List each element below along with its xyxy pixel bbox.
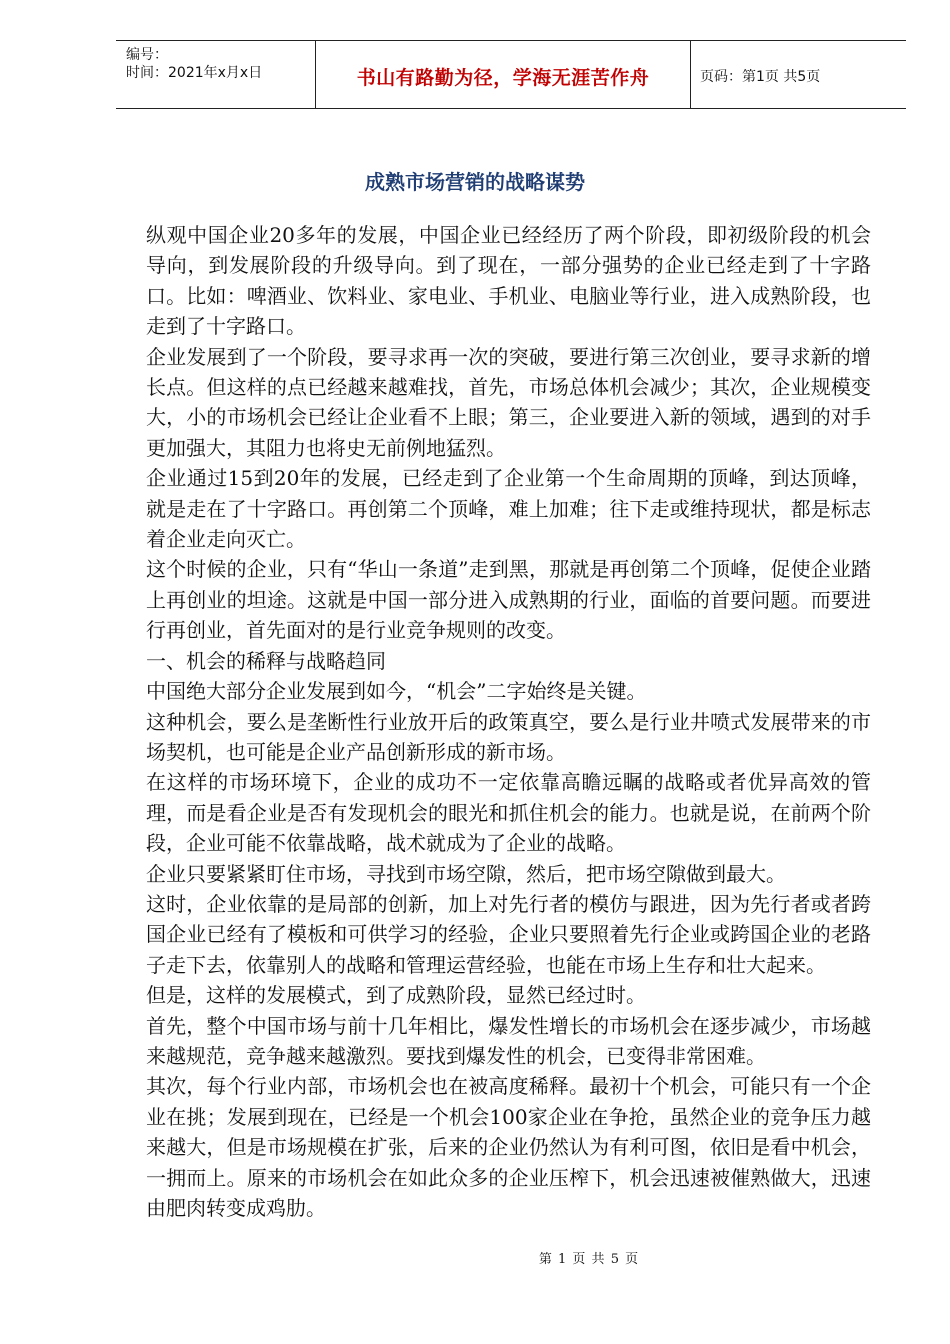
- paragraph: 企业只要紧紧盯住市场，寻找到市场空隙，然后，把市场空隙做到最大。: [146, 861, 786, 886]
- document-title: 成熟市场营销的战略谋势: [365, 170, 585, 194]
- document-body: [146, 220, 871, 1223]
- paragraph: 这种机会，要么是垄断性行业放开后的政策真空，要么是行业井喷式发展带来的市场契机，也可能是企业产品创新形成的新市场。: [146, 709, 871, 764]
- motto-text: 书山有路勤为径，学海无涯苦作舟: [356, 67, 650, 89]
- paragraph: 其次，每个行业内部，市场机会也在被高度稀释。最初十个机会，可能只有一个企业在挑；发展到现在，已经是一个机会100家企业在争抢，虽然企业的竞争压力越来越大，但是市场规模在扩张，后来的企业仍然认为有利可图，依旧是看中机会，一拥而上。原来的市场机会在如此众多的企业压榨下，机会迅速被催熟做大，迅速由肥肉转变成鸡肋。: [146, 1074, 871, 1220]
- paragraph: 这个时候的企业，只有“华山一条道”走到黑，那就是再创第二个顶峰，促使企业踏上再创业的坦途。这就是中国一部分进入成熟期的行业，面临的首要问题。而要进行再创业，首先面对的是行业竞争规则的改变。: [146, 557, 871, 643]
- paragraph: 纵观中国企业20多年的发展，中国企业已经经历了两个阶段，即初级阶段的机会导向，到发展阶段的升级导向。到了现在，一部分强势的企业已经走到了十字路口。比如：啤酒业、饮料业、家电业、手机业、电脑业等行业，进入成熟阶段，也走到了十字路口。: [146, 223, 871, 339]
- header-meta-cell: [116, 41, 314, 108]
- paragraph: 首先，整个中国市场与前十几年相比，爆发性增长的市场机会在逐步减少，市场越来越规范，竞争越来越激烈。要找到爆发性的机会，已变得非常困难。: [146, 1013, 871, 1068]
- paragraph: 企业通过15到20年的发展，已经走到了企业第一个生命周期的顶峰，到达顶峰，就是走在了十字路口。再创第二个顶峰，难上加难；往下走或维持现状，都是标志着企业走向灭亡。: [146, 466, 871, 552]
- section-heading: 一、机会的稀释与战略趋同: [146, 648, 386, 673]
- header-page-cell: [690, 41, 906, 108]
- footer-page-number: 第 1 页 共 5 页: [538, 1252, 640, 1267]
- document-date: 时间：2021年x月x日: [126, 65, 263, 81]
- paragraph: 在这样的市场环境下，企业的成功不一定依靠高瞻远瞩的战略或者优异高效的管理，而是看企业是否有发现机会的眼光和抓住机会的能力。也就是说，在前两个阶段，企业可能不依靠战略，战术就成为了企业的战略。: [146, 770, 871, 856]
- paragraph: 这时，企业依靠的是局部的创新，加上对先行者的模仿与跟进，因为先行者或者跨国企业已经有了模板和可供学习的经验，企业只要照着先行企业或跨国企业的老路子走下去，依靠别人的战略和管理运营经验，也能在市场上生存和壮大起来。: [146, 891, 871, 977]
- header-page-info: 页码：第1页 共5页: [700, 69, 821, 85]
- page-footer: [0, 1248, 950, 1267]
- document-number-label: 编号：: [126, 47, 168, 63]
- paragraph: 企业发展到了一个阶段，要寻求再一次的突破，要进行第三次创业，要寻求新的增长点。但这样的点已经越来越难找，首先，市场总体机会减少；其次，企业规模变大，小的市场机会已经让企业看不上眼；第三，企业要进入新的领域，遇到的对手更加强大，其阻力也将史无前例地猛烈。: [146, 344, 871, 460]
- paragraph: 但是，这样的发展模式，到了成熟阶段，显然已经过时。: [146, 983, 646, 1008]
- document-header: [116, 40, 906, 109]
- header-motto-cell: [315, 41, 691, 108]
- paragraph: 中国绝大部分企业发展到如今，“机会”二字始终是关键。: [146, 679, 647, 704]
